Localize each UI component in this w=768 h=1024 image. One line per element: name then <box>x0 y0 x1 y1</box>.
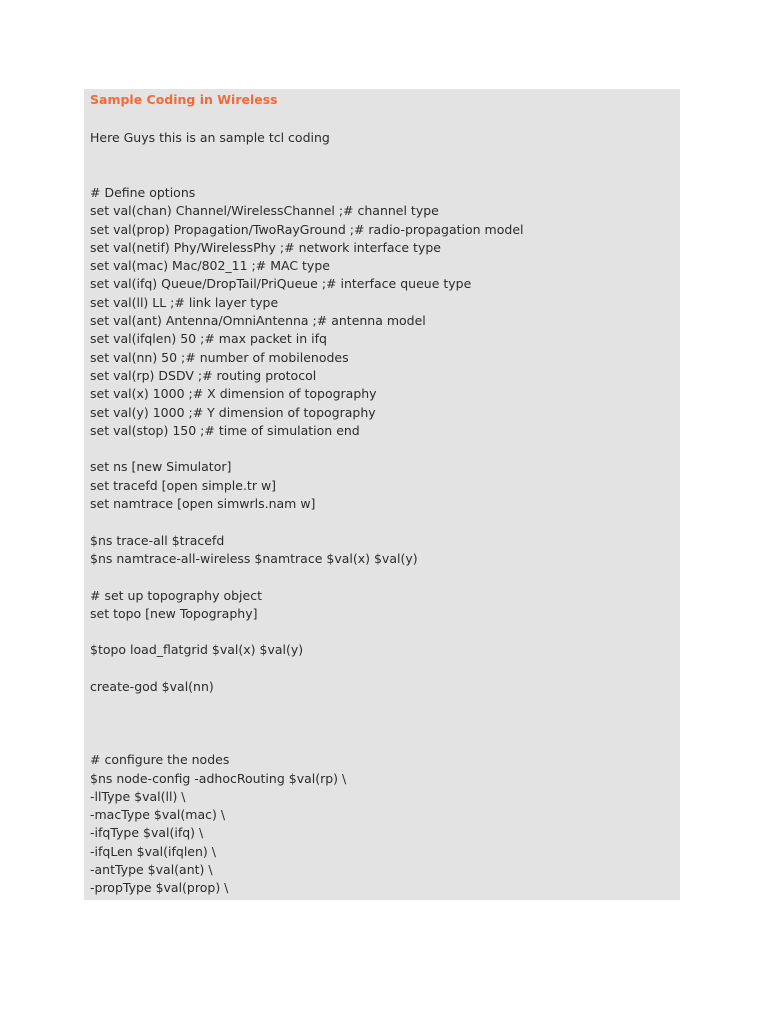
code-line: set ns [new Simulator] <box>90 459 232 475</box>
code-line: $ns node-config -adhocRouting $val(rp) \ <box>90 770 347 786</box>
code-line: create-god $val(nn) <box>90 679 214 695</box>
code-blank-line <box>90 440 523 458</box>
code-line: set topo [new Topography] <box>90 605 258 621</box>
code-blank-line <box>90 715 523 733</box>
code-blank-line <box>90 660 523 678</box>
code-line: set tracefd [open simple.tr w] <box>90 477 277 493</box>
code-blank-line <box>90 733 523 751</box>
code-line: # Define options <box>90 185 196 200</box>
code-line: -ifqLen $val(ifqlen) \ <box>90 843 216 859</box>
code-line: -antType $val(ant) \ <box>90 861 213 877</box>
code-line: -ifqType $val(ifq) \ <box>90 825 204 841</box>
post-panel <box>84 89 680 900</box>
code-line: # set up topography object <box>90 587 262 603</box>
code-line: set val(ll) LL ;# link layer type <box>90 294 279 310</box>
code-line: set val(ifqlen) 50 ;# max packet in ifq <box>90 331 327 347</box>
code-line: set val(mac) Mac/802_11 ;# MAC type <box>90 258 330 274</box>
code-line: set val(stop) 150 ;# time of simulation end <box>90 422 360 438</box>
post-title: Sample Coding in Wireless <box>90 92 278 107</box>
code-line: set val(ifq) Queue/DropTail/PriQueue ;# interface queue type <box>90 276 472 292</box>
code-line: set namtrace [open simwrls.nam w] <box>90 496 316 512</box>
code-listing <box>90 184 523 898</box>
code-blank-line <box>90 623 523 641</box>
post-intro: Here Guys this is an sample tcl coding <box>90 130 330 145</box>
code-line: $ns trace-all $tracefd <box>90 532 225 548</box>
code-line: -propType $val(prop) \ <box>90 880 229 896</box>
code-line: -macType $val(mac) \ <box>90 807 226 823</box>
code-line: $topo load_flatgrid $val(x) $val(y) <box>90 642 304 658</box>
code-blank-line <box>90 513 523 531</box>
code-line: set val(netif) Phy/WirelessPhy ;# network interface type <box>90 239 441 255</box>
code-line: set val(rp) DSDV ;# routing protocol <box>90 367 317 383</box>
code-line: set val(ant) Antenna/OmniAntenna ;# antenna model <box>90 313 426 329</box>
code-line: -llType $val(ll) \ <box>90 788 186 804</box>
code-line: set val(x) 1000 ;# X dimension of topography <box>90 386 377 402</box>
code-line: set val(y) 1000 ;# Y dimension of topography <box>90 404 376 420</box>
code-blank-line <box>90 696 523 714</box>
code-line: # configure the nodes <box>90 752 230 768</box>
code-line: set val(chan) Channel/WirelessChannel ;# channel type <box>90 203 439 219</box>
code-blank-line <box>90 568 523 586</box>
code-line: set val(nn) 50 ;# number of mobilenodes <box>90 349 349 365</box>
code-line: $ns namtrace-all-wireless $namtrace $val(x) $val(y) <box>90 550 418 566</box>
code-line: set val(prop) Propagation/TwoRayGround ;# radio-propagation model <box>90 221 524 237</box>
